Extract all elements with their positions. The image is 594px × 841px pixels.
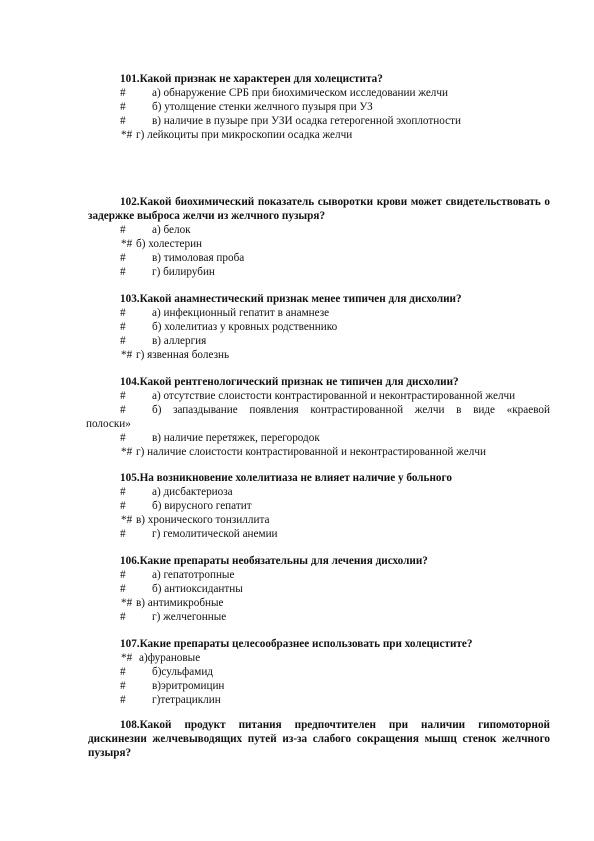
answer-text: а) обнаружение СРБ при биохимическом исследовании желчи	[152, 87, 448, 99]
answer-marker: #	[120, 569, 126, 581]
question-106	[88, 554, 550, 624]
answer-marker: #	[120, 335, 126, 347]
answer-text: в) антимикробные	[136, 597, 224, 609]
answer-text: г) билирубин	[152, 266, 215, 278]
answer-marker: #	[120, 500, 126, 512]
answer-d	[88, 693, 550, 707]
answer-text: г) наличие слоистости контрастированной и неконтрастированной желчи	[136, 446, 486, 458]
answer-marker: #	[120, 404, 126, 416]
answer-marker: *#	[121, 238, 133, 250]
answer-text: а) дисбактериоза	[152, 486, 233, 498]
question-107	[88, 637, 550, 707]
answer-text: б) запаздывание появления контрастированной желчи в виде «краевой	[152, 404, 550, 416]
answer-a	[88, 86, 550, 100]
question-title: 104.Какой рентгенологический признак не типичен для дисхолии?	[120, 376, 459, 388]
answer-text: в) аллергия	[152, 335, 207, 347]
answer-text: в) наличие перетяжек, перегородок	[152, 432, 320, 444]
answer-b	[88, 320, 550, 334]
answer-text: г) лейкоциты при микроскопии осадка желчи	[136, 129, 353, 141]
answer-a	[88, 389, 550, 403]
answer-b	[88, 403, 550, 417]
answer-marker: #	[120, 266, 126, 278]
answer-d	[88, 610, 550, 624]
answer-c	[88, 251, 550, 265]
answer-marker: #	[120, 224, 126, 236]
answer-b-correct	[88, 237, 550, 251]
answer-a	[88, 223, 550, 237]
answer-marker: *#	[121, 597, 133, 609]
question-104	[88, 375, 550, 459]
answer-marker: #	[120, 528, 126, 540]
answer-c	[88, 334, 550, 348]
answer-marker: #	[120, 486, 126, 498]
answer-marker: #	[120, 101, 126, 113]
question-105	[88, 471, 550, 541]
answer-marker: #	[120, 680, 126, 692]
answer-text: г) язвенная болезнь	[136, 349, 230, 361]
answer-text: а) гепатотропные	[152, 569, 235, 581]
answer-a	[88, 485, 550, 499]
answer-text: в) хронического тонзиллита	[136, 514, 270, 526]
question-title: 108.Какой продукт питания предпочтителен при наличии гипомоторной дискинезии желчевыводящих путей из-за слабого сокращения мышц стенок желчного пузыря?	[88, 719, 550, 759]
answer-a	[88, 306, 550, 320]
answer-text: в) наличие в пузыре при УЗИ осадка гетерогенной эхоплотности	[152, 115, 461, 127]
answer-marker: #	[120, 252, 126, 264]
answer-d	[88, 527, 550, 541]
answer-text: б) вирусного гепатит	[152, 500, 252, 512]
answer-text: в) тимоловая проба	[152, 252, 245, 264]
question-title: 102.Какой биохимический показатель сыворотки крови может свидетельствовать о задержке выброса желчи из желчного пузыря?	[88, 196, 550, 222]
answer-b-continuation: полоски»	[86, 418, 131, 430]
question-title: 105.На возникновение холелитиаза не влияет наличие у больного	[120, 472, 452, 484]
question-102	[88, 195, 550, 279]
answer-marker: *#	[121, 652, 133, 664]
answer-d-correct	[88, 348, 550, 362]
answer-text: г) гемолитической анемии	[152, 528, 278, 540]
question-101	[88, 72, 550, 142]
question-title: 107.Какие препараты целесообразнее использовать при холецистите?	[120, 638, 473, 650]
answer-marker: *#	[121, 129, 133, 141]
answer-d-correct	[88, 445, 550, 459]
answer-text: а)фурановые	[139, 652, 201, 664]
answer-marker: #	[120, 307, 126, 319]
answer-marker: #	[120, 115, 126, 127]
answer-d-correct	[88, 128, 550, 142]
answer-c	[88, 679, 550, 693]
answer-marker: *#	[121, 514, 133, 526]
question-title: 106.Какие препараты необязательны для лечения дисхолии?	[120, 555, 428, 567]
answer-a-correct	[88, 651, 550, 665]
answer-text: а) отсутствие слоистости контрастированной и неконтрастированной желчи	[152, 390, 516, 402]
answer-marker: *#	[121, 446, 133, 458]
answer-marker: #	[120, 87, 126, 99]
answer-marker: #	[120, 583, 126, 595]
answer-b	[88, 665, 550, 679]
answer-text: в)эритромицин	[152, 680, 225, 692]
answer-c	[88, 114, 550, 128]
answer-text: б) антиоксидантны	[152, 583, 243, 595]
answer-text: б) утолщение стенки желчного пузыря при УЗ	[152, 101, 373, 113]
answer-text: а) белок	[152, 224, 191, 236]
answer-c-correct	[88, 513, 550, 527]
answer-text: а) инфекционный гепатит в анамнезе	[152, 307, 330, 319]
question-103	[88, 292, 550, 362]
question-title: 101.Какой признак не характерен для холецистита?	[120, 73, 383, 85]
answer-text: г)тетрациклин	[152, 694, 221, 706]
answer-marker: #	[120, 390, 126, 402]
answer-marker: #	[120, 694, 126, 706]
answer-marker: #	[120, 666, 126, 678]
answer-text: б) холелитиаз у кровных родственнико	[152, 321, 338, 333]
answer-b	[88, 499, 550, 513]
answer-c-correct	[88, 596, 550, 610]
answer-marker: #	[120, 611, 126, 623]
answer-marker: #	[120, 432, 126, 444]
question-title: 103.Какой анамнестический признак менее типичен для дисхолии?	[120, 293, 462, 305]
answer-marker: #	[120, 321, 126, 333]
answer-d	[88, 265, 550, 279]
answer-b	[88, 100, 550, 114]
question-108	[88, 718, 550, 760]
answer-text: г) желчегонные	[152, 611, 227, 623]
answer-text: б) холестерин	[136, 238, 203, 250]
answer-b	[88, 582, 550, 596]
answer-text: б)сульфамид	[152, 666, 213, 678]
answer-a	[88, 568, 550, 582]
answer-marker: *#	[121, 349, 133, 361]
answer-c	[88, 431, 550, 445]
